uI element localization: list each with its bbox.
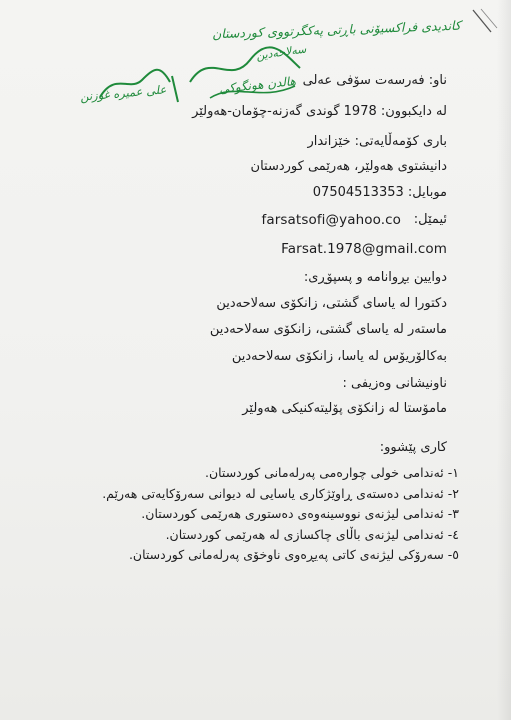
signature-3: علی عمیرە غوزنن: [79, 82, 167, 104]
signature-1: سەلاحەدین: [254, 42, 307, 63]
marital-status-line: باری کۆمەڵایەتی: خێزاندار: [307, 134, 447, 149]
list-item: ٥- سەرۆکی لیژنەی کاتی پەیڕەوی ناوخۆی پەرلەمانی کوردستان.: [128, 547, 459, 562]
list-item: ١- ئەندامی خولی چوارەمی پەرلەمانی کوردستان.: [204, 465, 459, 480]
email-address-1: farsatsofi@yahoo.co: [261, 212, 401, 228]
job-value: مامۆستا لە زانکۆی پۆلیتەکنیکی هەولێر: [242, 401, 447, 416]
education-item-phd: دکتورا لە یاسای گشتی، زانکۆی سەلاحەدین: [216, 296, 447, 311]
list-item: ٤- ئەندامی لیژنەی باڵای چاکسازی لە هەرێمی کوردستان.: [165, 526, 459, 542]
email-label: ئیمێل:: [413, 212, 447, 227]
education-item-masters: ماستەر لە یاسای گشتی، زانکۆی سەلاحەدین: [209, 322, 447, 337]
birth-line: لە دایکبوون: 1978 گوندی گەزنە-چۆمان-هەولێر: [192, 104, 447, 119]
corner-pen-mark-icon: [467, 6, 501, 36]
previous-work-heading: کاری پێشوو:: [379, 440, 447, 455]
education-item-bachelors: بەکالۆریۆس لە یاسا، زانکۆی سەلاحەدین: [231, 349, 447, 364]
handwritten-note: کاندیدی فراکسیۆنی باڕتی پەکگرتووی کوردستان: [211, 17, 462, 42]
list-item: ٣- ئەندامی لیژنەی نووسینەوەی دەستوری هەرێمی کوردستان.: [141, 506, 459, 521]
education-heading: دوایین بڕوانامە و پسپۆڕی:: [303, 270, 447, 285]
mobile-line: موبایل: 07504513353: [312, 185, 447, 200]
page-edge-shadow: [497, 0, 511, 720]
residence-line: دانیشتوی هەولێر، هەرێمی کوردستان: [250, 159, 447, 174]
name-line: ناو: فەرسەت سۆفی عەلی: [302, 73, 447, 88]
list-item: ٢- ئەندامی دەستەی ڕاوێژکاری یاسایی لە دیوانی سەرۆکایەتی هەرێم.: [102, 485, 459, 501]
job-heading: ناونیشانی وەزیفی :: [342, 376, 447, 391]
signature-2: هالدن هونگوکی: [218, 74, 297, 96]
previous-work-list: [79, 463, 459, 566]
email-address-2: Farsat.1978@gmail.com: [281, 241, 447, 257]
